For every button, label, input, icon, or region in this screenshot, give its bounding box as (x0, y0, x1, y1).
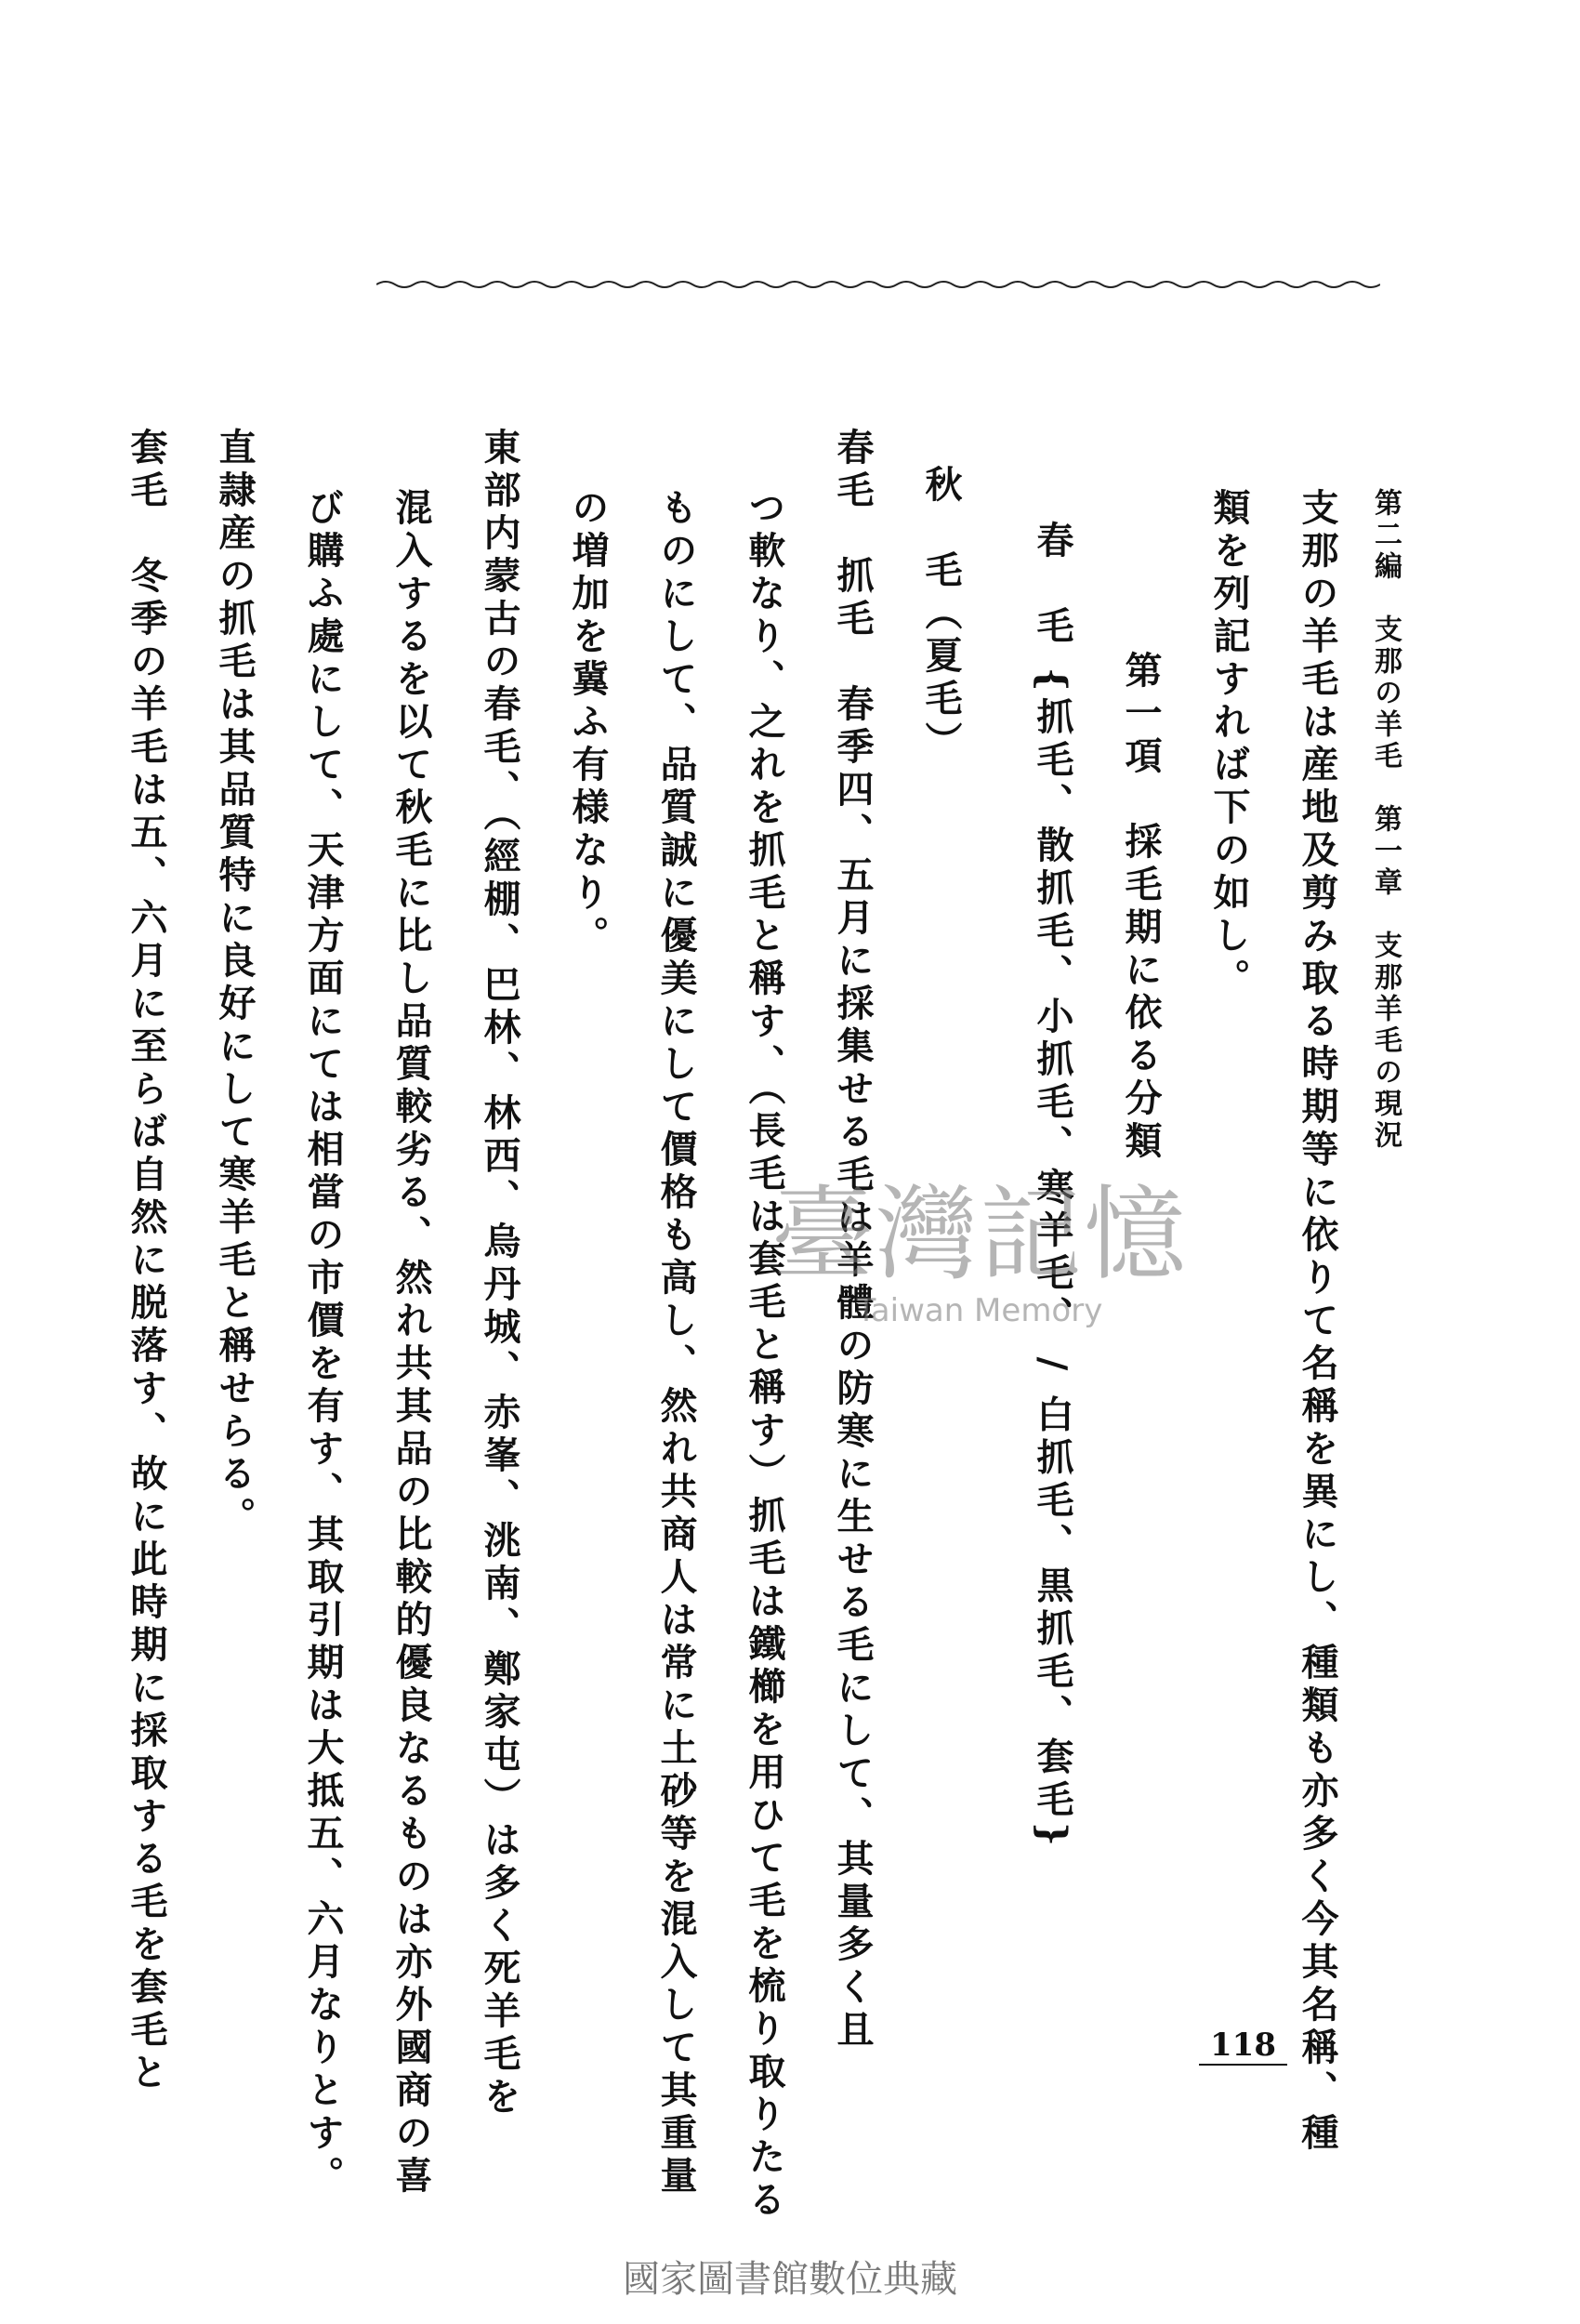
text-line-2: 類を列記すれば下の如し。 (1207, 488, 1251, 1001)
text-line-1: 支那の羊毛は産地及剪み取る時期等に依りて名稱を異にし、種類も亦多く今其名稱、種 (1296, 488, 1339, 2156)
watermark-sub: Taiwan Memory (856, 1292, 1103, 1329)
taiwan-memory-watermark (771, 1153, 1188, 1329)
text-line-6: 春毛 抓毛 春季四、五月に採集せる毛は羊體の防寒に生せる毛にして、其量多く且 (831, 428, 875, 2053)
text-line-12: び購ふ處にして、天津方面にては相當の市價を有す、其取引期は大抵五、六月なりとす。 (301, 488, 345, 2199)
text-line-8: ものにして、品質誠に優美にして價格も高し、然れ共商人は常に土砂等を混入して其重量 (654, 488, 698, 2199)
text-line-5: 秋 毛（夏毛） (919, 465, 963, 764)
running-header: 第二編 支那の羊毛 第一章 支那羊毛の現況 (1369, 488, 1402, 1152)
text-line-7: つ軟なり、之れを抓毛と稱す、（長毛は套毛と稱す）抓毛は鐵櫛を用ひて毛を梳り取りたる (743, 488, 786, 2223)
text-line-10: 東部内蒙古の春毛、（經棚、巴林、林西、烏丹城、赤峯、洮南、鄭家屯）は多く死羊毛を (478, 428, 521, 2119)
page-number: 118 (1199, 2027, 1287, 2066)
watermark-main: 臺灣記憶 (771, 1175, 1188, 1294)
text-line-14: 套毛 冬季の羊毛は五、六月に至らば自然に脱落す、故に此時期に採取する毛を套毛と (125, 428, 168, 2095)
text-line-11: 混入するを以て秋毛に比し品質較劣る、然れ共其品の比較的優良なるものは亦外國商の喜 (389, 488, 433, 2199)
decorative-wavy-rule (376, 279, 1380, 290)
text-line-13: 直隷産の抓毛は其品質特に良好にして寒羊毛と稱せらる。 (213, 428, 257, 1539)
text-line-4: 春 毛 {抓毛、散抓毛、小抓毛、寒羊毛、 / 白抓毛、黒抓毛、套毛} (1031, 521, 1074, 1852)
footer-credit: 國家圖書館數位典藏 (623, 2258, 957, 2301)
text-line-9: の増加を冀ふ有様なり。 (566, 488, 610, 958)
section-heading: 第一項 採毛期に依る分類 (1119, 651, 1163, 1164)
